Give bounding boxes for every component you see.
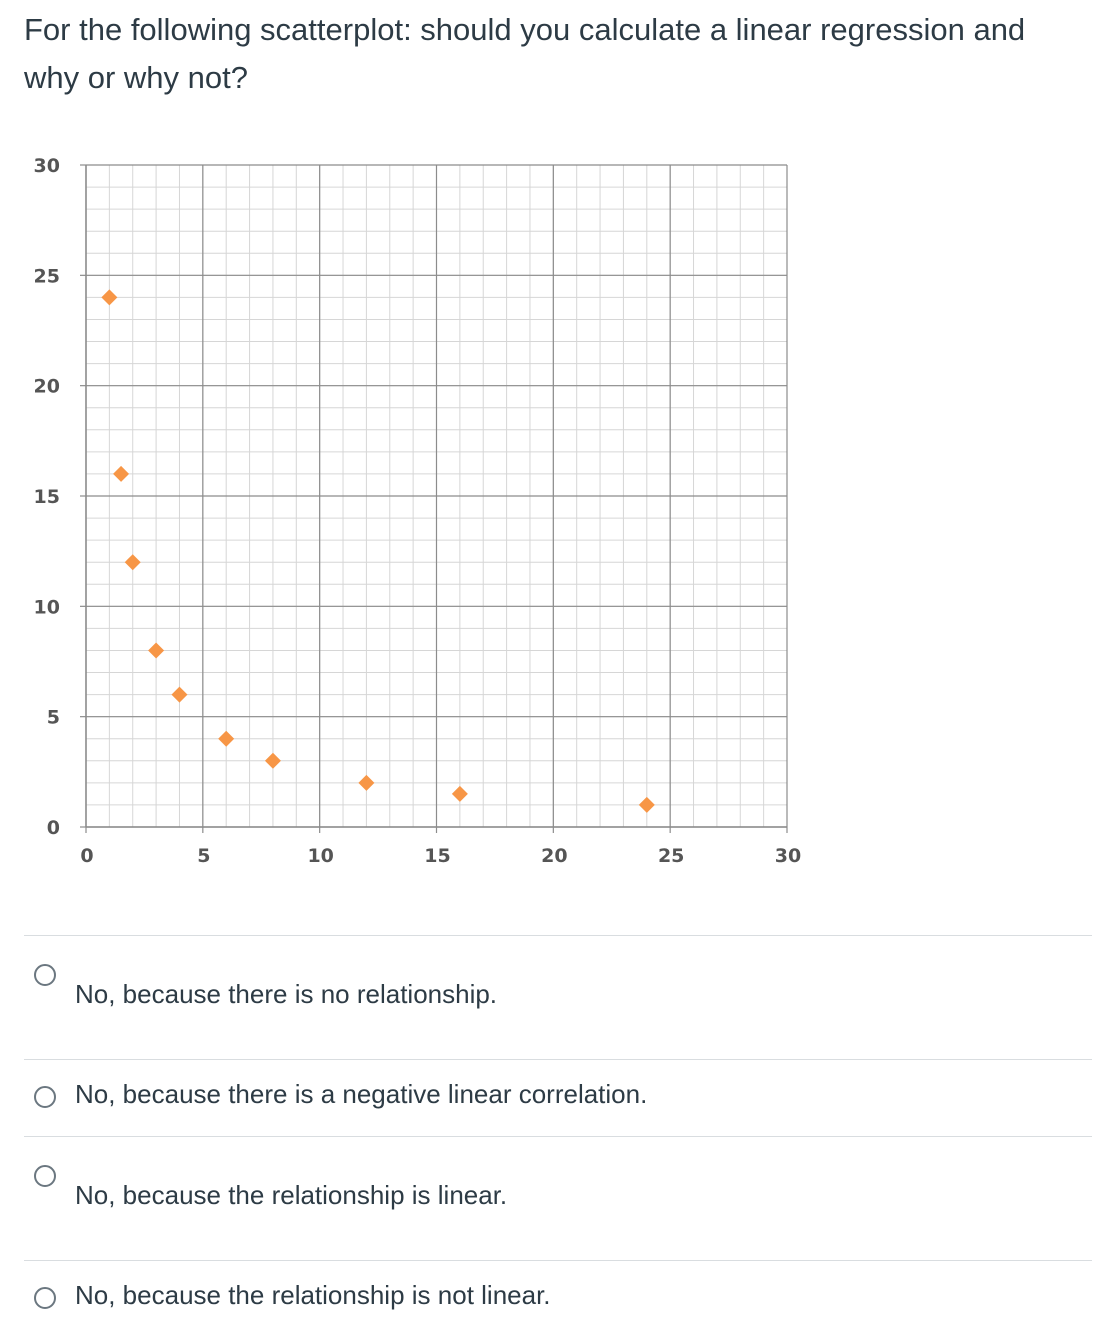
x-tick-label: 25: [657, 845, 685, 867]
question-text: For the following scatterplot: should you calculate a linear regression and why or why not?: [24, 12, 1026, 95]
tick-labels: [34, 155, 802, 867]
x-tick-label: 20: [541, 845, 568, 867]
data-point: [452, 786, 468, 802]
x-tick-label: 30: [774, 845, 802, 867]
x-tick-label: 5: [197, 845, 211, 867]
answer-option-1[interactable]: [24, 935, 1092, 1059]
y-tick-label: 0: [46, 817, 60, 839]
data-points: [101, 289, 654, 813]
data-point: [171, 687, 187, 703]
x-tick-label: 10: [307, 845, 334, 867]
data-point: [265, 753, 281, 769]
answer-option-3[interactable]: [24, 1136, 1092, 1260]
x-tick-label: 15: [424, 845, 451, 867]
radio-button[interactable]: [34, 964, 56, 986]
data-point: [148, 642, 164, 658]
y-tick-label: 20: [33, 375, 60, 398]
x-tick-label: 0: [80, 845, 94, 867]
y-tick-label: 5: [46, 706, 60, 729]
answer-label: No, because the relationship is not linear.: [75, 1280, 551, 1310]
data-point: [101, 289, 117, 305]
y-tick-label: 15: [33, 486, 60, 508]
y-tick-label: 10: [33, 596, 60, 619]
radio-button[interactable]: [34, 1165, 56, 1187]
answer-list: [24, 935, 1092, 1341]
radio-button[interactable]: [34, 1287, 56, 1309]
data-point: [639, 797, 655, 813]
answer-label: No, because there is no relationship.: [75, 979, 498, 1009]
answer-option-4[interactable]: [24, 1260, 1092, 1341]
radio-button[interactable]: [34, 1086, 56, 1108]
data-point: [358, 775, 374, 791]
data-point: [113, 466, 129, 482]
data-point: [125, 554, 141, 570]
y-tick-label: 25: [33, 265, 60, 288]
data-point: [218, 731, 234, 747]
answer-label: No, because the relationship is linear.: [75, 1180, 508, 1210]
axis-ticks: [80, 165, 787, 833]
y-tick-label: 30: [33, 155, 60, 177]
answer-label: No, because there is a negative linear correlation.: [75, 1079, 648, 1109]
answer-option-2[interactable]: [24, 1059, 1092, 1136]
scatterplot: [0, 140, 820, 900]
major-gridlines: [86, 165, 787, 827]
